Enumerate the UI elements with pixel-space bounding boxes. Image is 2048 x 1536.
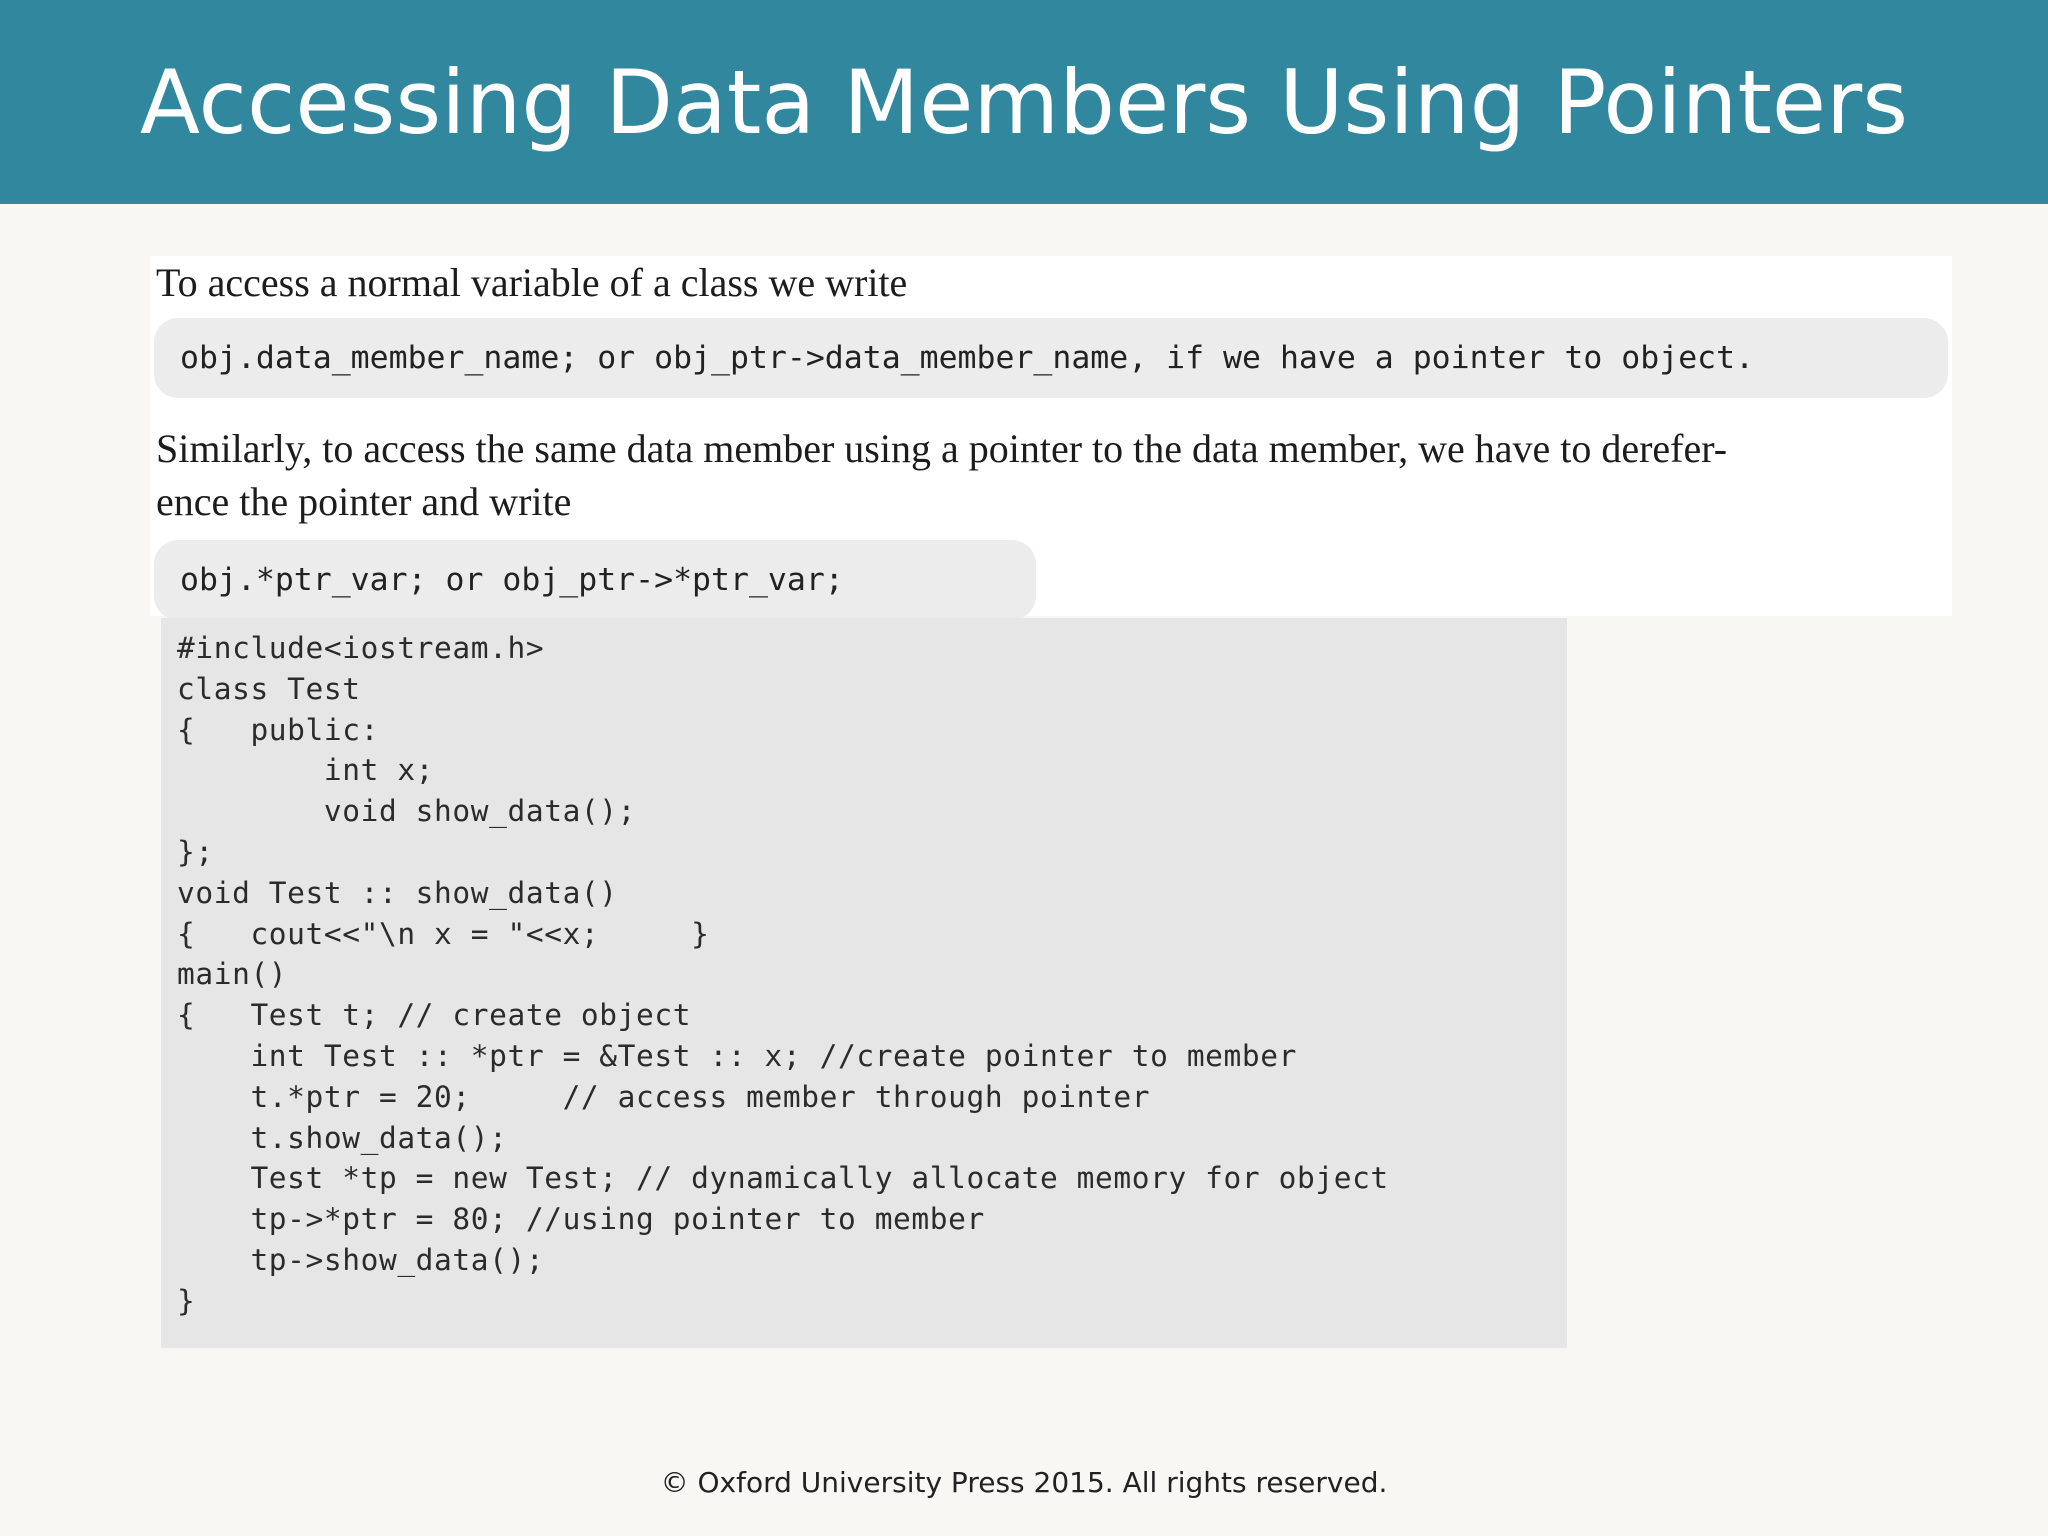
slide-title: Accessing Data Members Using Pointers [139,51,1909,154]
similarly-line-2: ence the pointer and write [156,479,572,524]
code-line: { public: [177,712,379,747]
code-line: int Test :: *ptr = &Test :: x; //create pointer to member [177,1038,1297,1073]
code-line: { Test t; // create object [177,998,692,1033]
intro-text: To access a normal variable of a class we write [156,260,908,305]
code-line: t.show_data(); [177,1120,508,1155]
code-line: tp->show_data(); [177,1242,545,1277]
similarly-line-1: Similarly, to access the same data member using a pointer to the data member, we have to derefer- [156,426,1728,471]
code-line: t.*ptr = 20; // access member through pointer [177,1079,1151,1114]
code-line: #include<iostream.h> [177,631,545,665]
code-line: class Test [177,671,361,706]
syntax-pointer-access: obj.*ptr_var; or obj_ptr->*ptr_var; [154,540,1036,620]
code-line: } [177,1283,196,1318]
syntax-normal-access: obj.data_member_name; or obj_ptr->data_member_name, if we have a pointer to object. [154,318,1948,398]
code-line: int x; [177,753,435,788]
code-line: main() [177,957,288,992]
copyright-footer: © Oxford University Press 2015. All rights reserved. [660,1466,1388,1499]
code-line: tp->*ptr = 80; //using pointer to member [177,1202,985,1237]
code-line: { cout<<"\n x = "<<x; } [177,916,710,951]
code-listing [161,618,1567,1348]
code-line: }; [177,834,214,869]
similarly-text [156,422,1727,528]
code-line: void Test :: show_data() [177,875,618,910]
code-line: Test *tp = new Test; // dynamically allocate memory for object [177,1161,1389,1196]
textbook-excerpt [150,256,1952,616]
code-line: void show_data(); [177,794,637,829]
